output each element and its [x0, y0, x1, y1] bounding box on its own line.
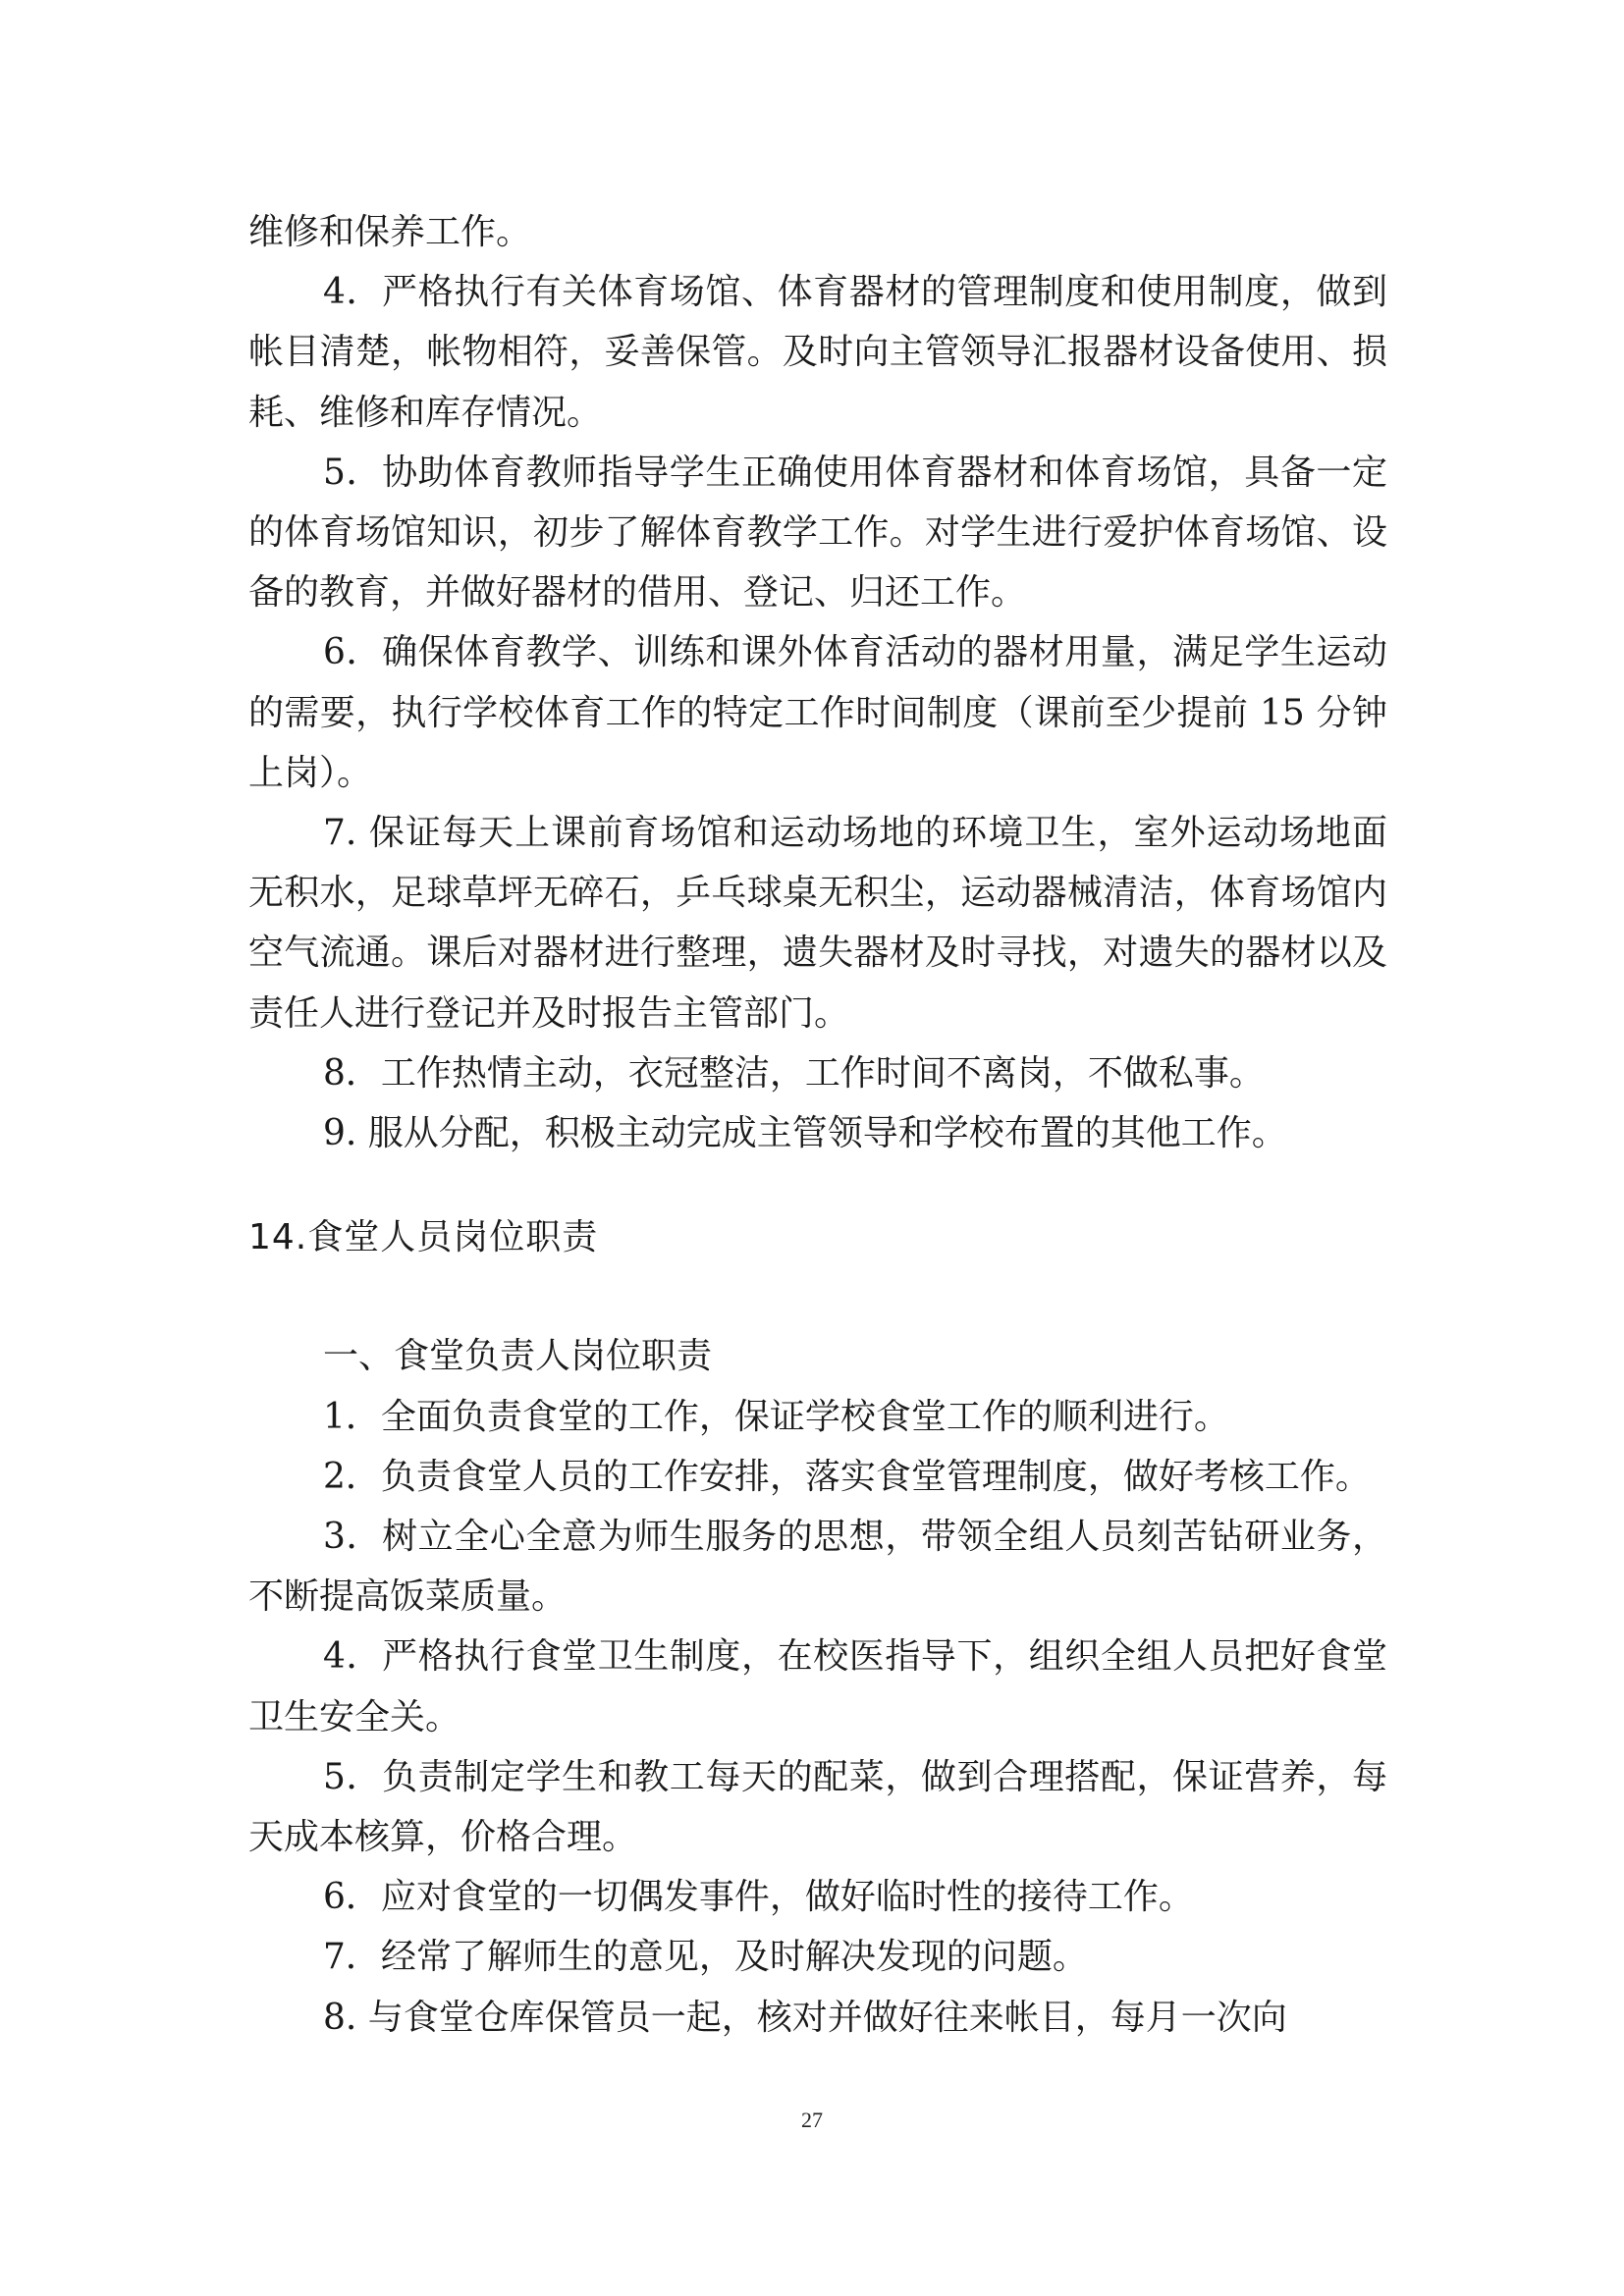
- paragraph: 3．树立全心全意为师生服务的思想，带领全组人员刻苦钻研业务，不断提高饭菜质量。: [248, 1517, 1387, 1618]
- paragraph: 维修和保养工作。: [248, 212, 532, 252]
- paragraph: 6．确保体育教学、训练和课外体育活动的器材用量，满足学生运动的需要，执行学校体育工作的特定工作时间制度（课前至少提前 15 分钟上岗）。: [248, 632, 1387, 793]
- paragraph-group-after: [248, 1326, 1387, 2047]
- paragraph: 7．经常了解师生的意见，及时解决发现的问题。: [323, 1937, 1088, 1978]
- paragraph: 8．工作热情主动，衣冠整洁，工作时间不离岗，不做私事。: [323, 1052, 1265, 1094]
- paragraph: 6．应对食堂的一切偶发事件，做好临时性的接待工作。: [323, 1877, 1194, 1918]
- paragraph: 一、食堂负责人岗位职责: [323, 1336, 713, 1377]
- paragraph-group-before: [248, 202, 1387, 1163]
- paragraph: 5．协助体育教师指导学生正确使用体育器材和体育场馆，具备一定的体育场馆知识，初步了解体育教学工作。对学生进行爱护体育场馆、设备的教育，并做好器材的借用、登记、归还工作。: [248, 452, 1387, 614]
- paragraph: 7. 保证每天上课前育场馆和运动场地的环境卫生，室外运动场地面无积水，足球草坪无碎石，乒乓球桌无积尘，运动器械清洁，体育场馆内空气流通。课后对器材进行整理，遗失器材及时寻找，对遗失的器材以及责任人进行登记并及时报告主管部门。: [248, 813, 1387, 1034]
- paragraph: 8. 与食堂仓库保管员一起，核对并做好往来帐目，每月一次向: [323, 1997, 1287, 2038]
- section-heading: 14.食堂人员岗位职责: [248, 1217, 599, 1258]
- paragraph: 2．负责食堂人员的工作安排，落实食堂管理制度，做好考核工作。: [323, 1456, 1371, 1497]
- paragraph: 1．全面负责食堂的工作，保证学校食堂工作的顺利进行。: [323, 1396, 1229, 1437]
- page-number: 27: [801, 2108, 823, 2132]
- paragraph: 9. 服从分配，积极主动完成主管领导和学校布置的其他工作。: [323, 1113, 1287, 1154]
- paragraph: 5．负责制定学生和教工每天的配菜，做到合理搭配，保证营养，每天成本核算，价格合理。: [248, 1756, 1387, 1858]
- paragraph: 4．严格执行有关体育场馆、体育器材的管理制度和使用制度，做到帐目清楚，帐物相符，妥善保管。及时向主管领导汇报器材设备使用、损耗、维修和库存情况。: [248, 272, 1387, 433]
- page-content: [248, 202, 1387, 2048]
- paragraph: 4．严格执行食堂卫生制度，在校医指导下，组织全组人员把好食堂卫生安全关。: [248, 1636, 1387, 1737]
